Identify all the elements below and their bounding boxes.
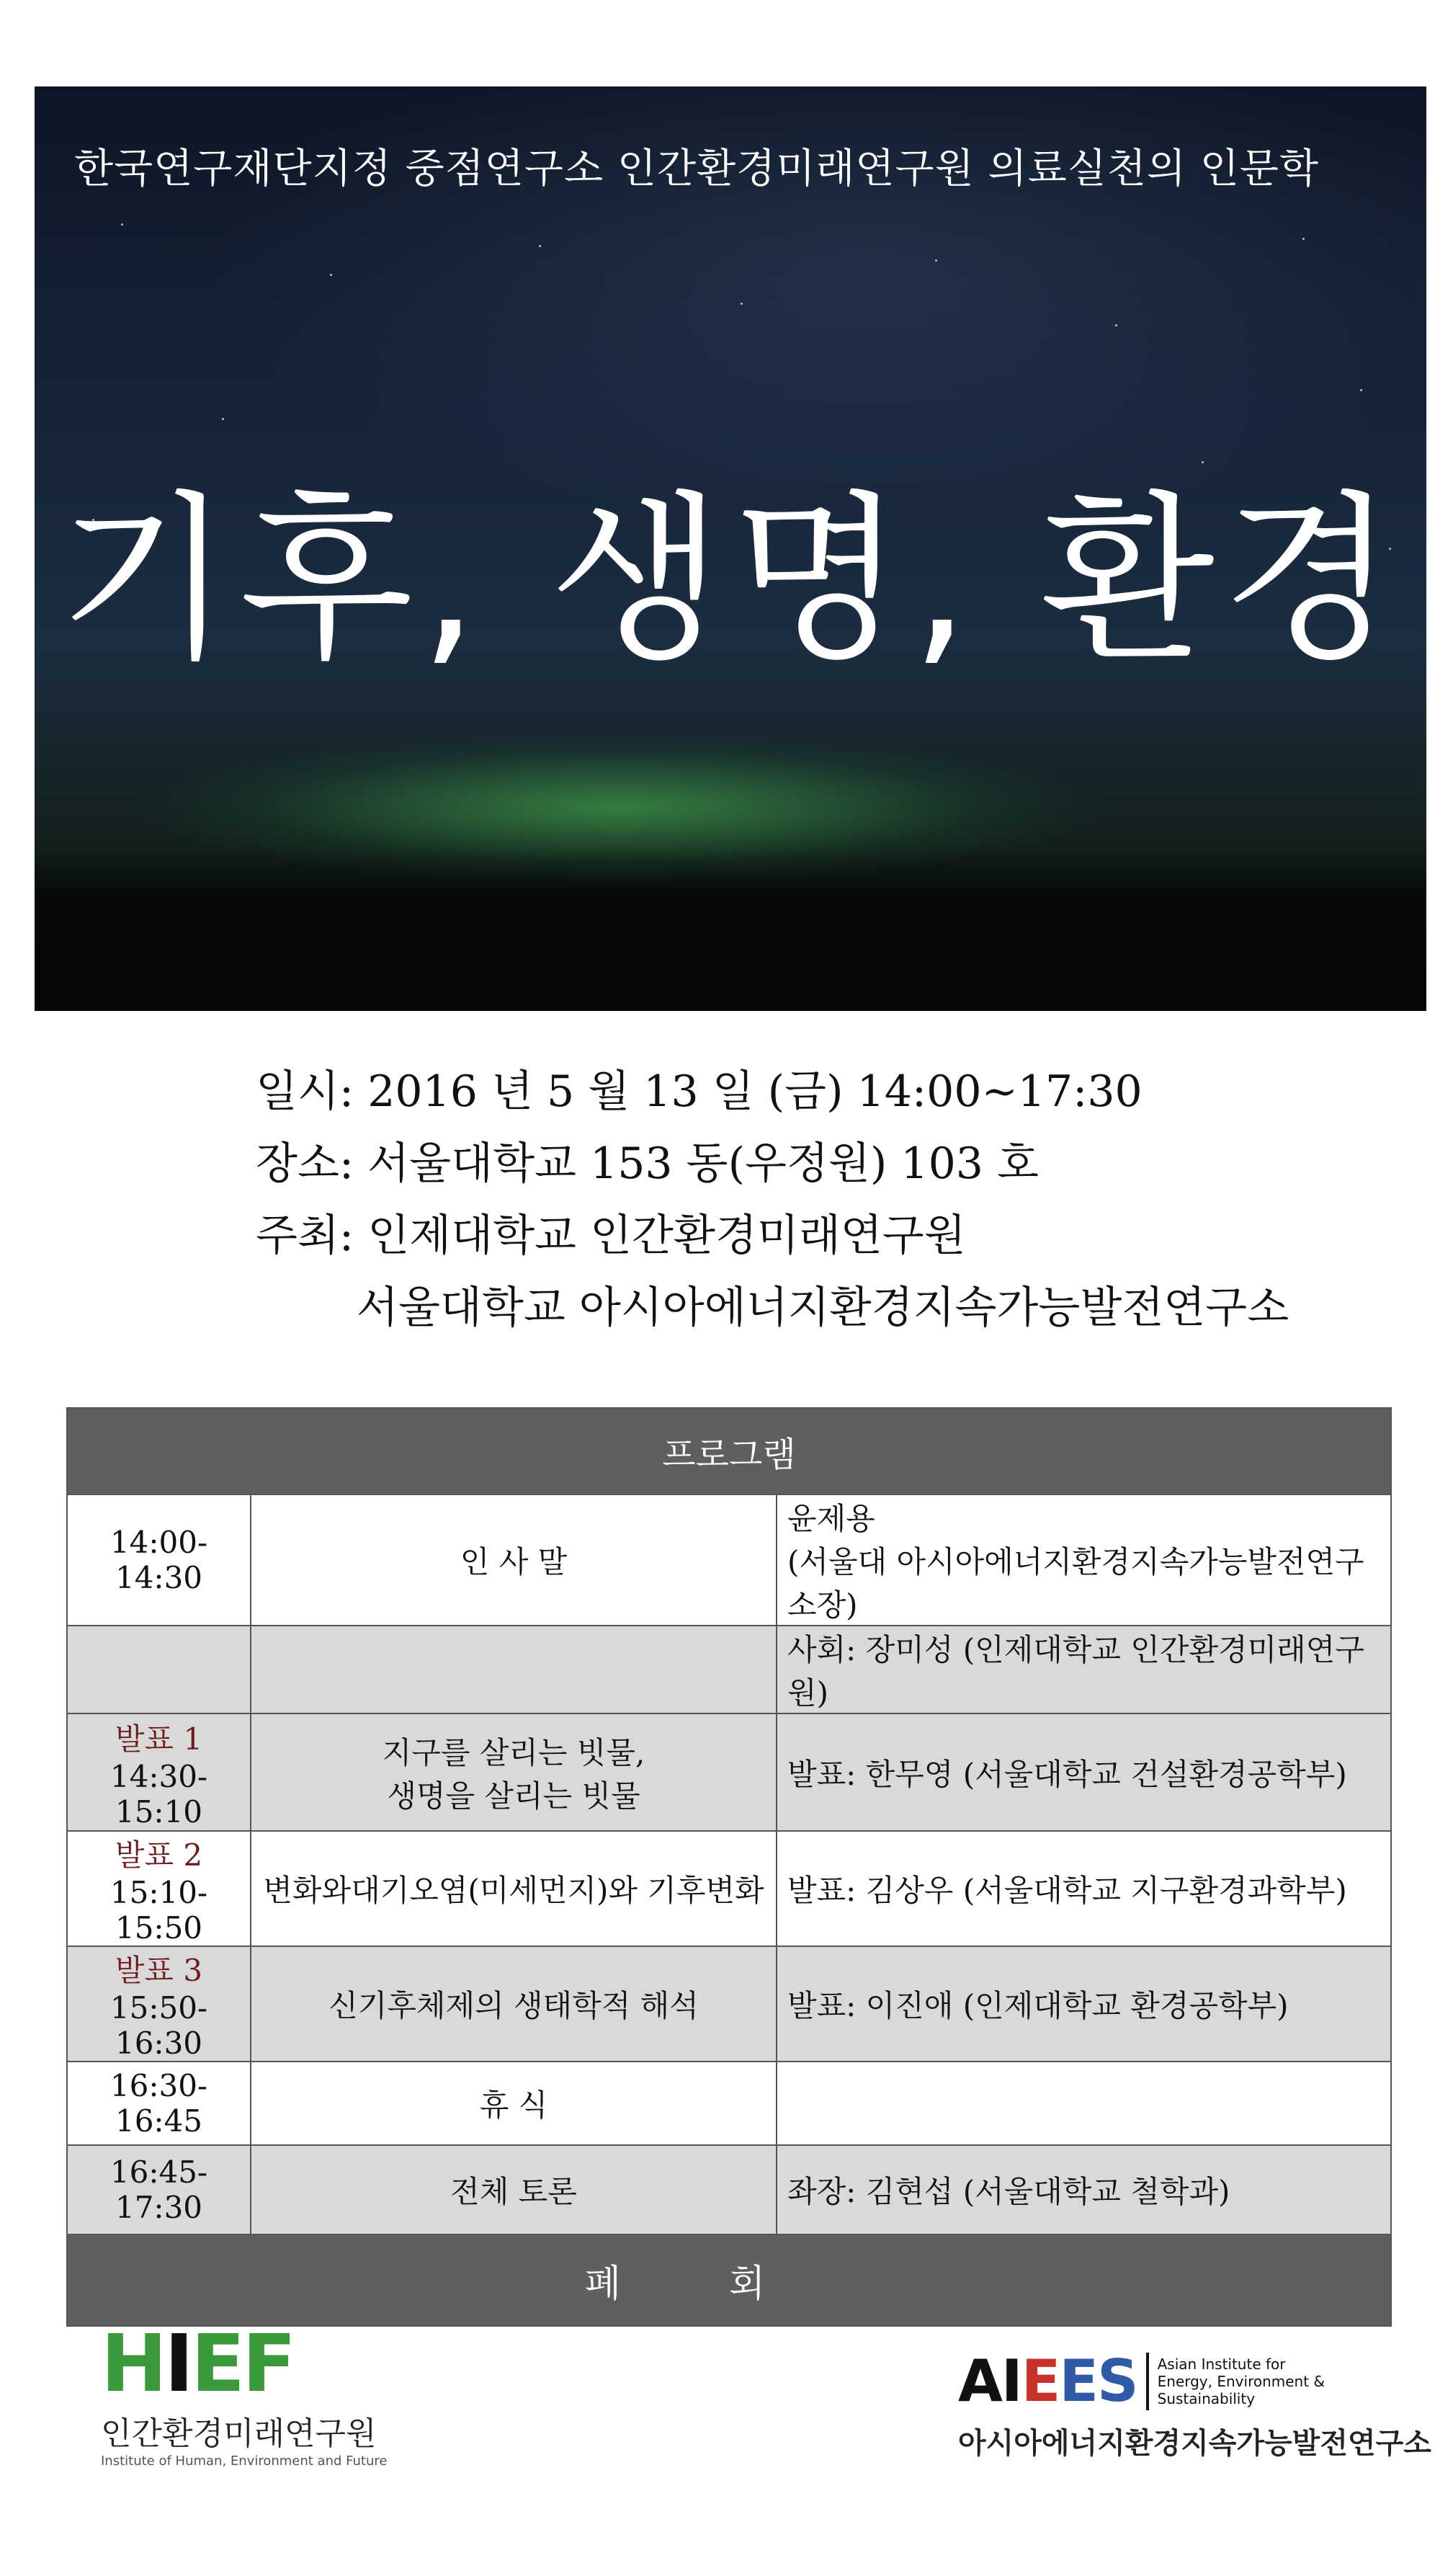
row-title-line-2: 생명을 살리는 빗물 — [387, 1778, 640, 1814]
presentation-label: 발표 1 — [115, 1721, 203, 1757]
table-row — [67, 2062, 1391, 2145]
hero-banner — [35, 86, 1426, 1011]
aiees-logo-mark: AIEES — [958, 2348, 1137, 2415]
row-speaker: 발표: 한무영 (서울대학교 건설환경공학부) — [777, 1713, 1391, 1831]
event-date: 일시: 2016 년 5 월 13 일 (금) 14:00~17:30 — [256, 1066, 1143, 1117]
row-title: 인 사 말 — [251, 1494, 777, 1626]
table-row — [67, 2145, 1391, 2234]
table-row — [67, 1713, 1391, 1831]
aiees-logo — [958, 2348, 1431, 2461]
row-title — [251, 1626, 777, 1713]
aiees-korean-name: 아시아에너지환경지속가능발전연구소 — [958, 2427, 1431, 2460]
program-footer-row — [67, 2234, 1391, 2326]
row-time — [67, 1626, 251, 1713]
row-speaker — [777, 2062, 1391, 2145]
row-time-cell — [67, 1713, 251, 1831]
row-time: 14:00-14:30 — [67, 1494, 251, 1626]
row-title: 지구를 살리는 빗물, — [382, 1734, 645, 1770]
row-title-cell — [251, 1713, 777, 1831]
table-row — [67, 1494, 1391, 1626]
presentation-label: 발표 3 — [115, 1953, 203, 1988]
program-footer: 폐회 — [67, 2234, 1391, 2326]
table-row — [67, 1831, 1391, 1946]
row-time: 14:30-15:10 — [109, 1758, 208, 1830]
program-header-row — [67, 1408, 1391, 1494]
hief-english-name: Institute of Human, Environment and Future — [101, 2454, 388, 2469]
table-row — [67, 1946, 1391, 2062]
aiees-logo-row — [958, 2348, 1431, 2415]
row-time: 16:30-16:45 — [67, 2062, 251, 2145]
hief-logo — [101, 2317, 388, 2469]
event-venue: 장소: 서울대학교 153 동(우정원) 103 호 — [256, 1138, 1039, 1189]
hero-title: 기후, 생명, 환경 — [58, 475, 1403, 685]
row-title: 휴 식 — [251, 2062, 777, 2145]
event-info — [256, 1056, 1289, 1344]
row-chair: 좌장: 김현섭 (서울대학교 철학과) — [777, 2145, 1391, 2234]
row-time: 16:45-17:30 — [67, 2145, 251, 2234]
row-speaker: 발표: 김상우 (서울대학교 지구환경과학부) — [777, 1831, 1391, 1946]
event-host-secondary: 서울대학교 아시아에너지환경지속가능발전연구소 — [357, 1283, 1289, 1333]
row-time: 15:10-15:50 — [109, 1875, 208, 1946]
presentation-label: 발표 2 — [115, 1837, 203, 1873]
aiees-english-name: Asian Institute for Energy, Environment & Sustainability — [1157, 2356, 1325, 2407]
hief-logo-mark: HIEF — [101, 2317, 294, 2410]
aiees-logo-divider — [1146, 2353, 1149, 2410]
row-moderator: 사회: 장미성 (인제대학교 인간환경미래연구원) — [777, 1626, 1391, 1713]
row-time-cell — [67, 1831, 251, 1946]
program-header: 프로그램 — [67, 1408, 1391, 1494]
row-speaker: 발표: 이진애 (인제대학교 환경공학부) — [777, 1946, 1391, 2062]
hero-subtitle: 한국연구재단지정 중점연구소 인간환경미래연구원 의료실천의 인문학 — [74, 146, 1320, 192]
table-row — [67, 1626, 1391, 1713]
program-table — [66, 1407, 1392, 2327]
row-time-cell — [67, 1946, 251, 2062]
speaker-name: 윤제용 — [787, 1501, 875, 1536]
row-time: 15:50-16:30 — [109, 1990, 208, 2061]
hief-korean-name: 인간환경미래연구원 — [101, 2415, 377, 2452]
row-speaker — [777, 1494, 1391, 1626]
row-title: 신기후체제의 생태학적 해석 — [251, 1946, 777, 2062]
row-title: 전체 토론 — [251, 2145, 777, 2234]
row-title: 변화와대기오염(미세먼지)와 기후변화 — [251, 1831, 777, 1946]
event-host-primary: 주최: 인제대학교 인간환경미래연구원 — [256, 1211, 966, 1261]
speaker-affiliation: (서울대 아시아에너지환경지속가능발전연구소장) — [787, 1544, 1364, 1623]
